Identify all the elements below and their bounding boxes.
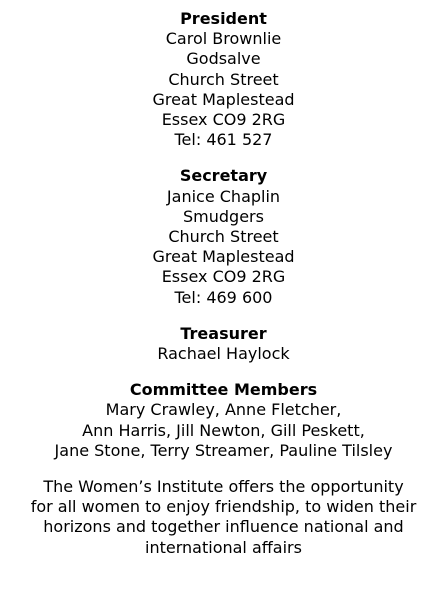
committee-line-3: Jane Stone, Terry Streamer, Pauline Tilsley [54,440,393,460]
president-section [0,9,447,150]
president-heading: President [180,9,267,28]
committee-section [0,380,447,461]
secretary-telephone: Tel: 469 600 [174,287,273,307]
wi-description-line-4: international affairs [145,537,302,557]
wi-description-line-3: horizons and together influence national and [43,517,404,537]
president-village: Great Maplestead [152,89,295,109]
secretary-house: Smudgers [183,206,264,226]
secretary-village: Great Maplestead [152,247,295,267]
treasurer-section [0,324,447,364]
president-county-postcode: Essex CO9 2RG [161,110,286,130]
treasurer-name: Rachael Haylock [157,344,290,364]
committee-line-1: Mary Crawley, Anne Fletcher, [105,400,342,420]
president-name: Carol Brownlie [165,29,282,49]
secretary-street: Church Street [168,227,279,247]
wi-description-line-1: The Women’s Institute offers the opportunity [43,477,404,497]
secretary-name: Janice Chaplin [166,186,281,206]
committee-heading: Committee Members [129,380,318,400]
treasurer-heading: Treasurer [180,323,267,343]
secretary-section [0,166,447,307]
president-street: Church Street [168,69,279,89]
secretary-heading: Secretary [179,166,268,186]
president-telephone: Tel: 461 527 [174,130,273,150]
wi-description [0,477,447,558]
president-house: Godsalve [186,49,261,69]
committee-line-2: Ann Harris, Jill Newton, Gill Peskett, [82,420,365,440]
wi-description-line-2: for all women to enjoy friendship, to widen their [30,497,417,517]
secretary-county-postcode: Essex CO9 2RG [161,267,286,287]
